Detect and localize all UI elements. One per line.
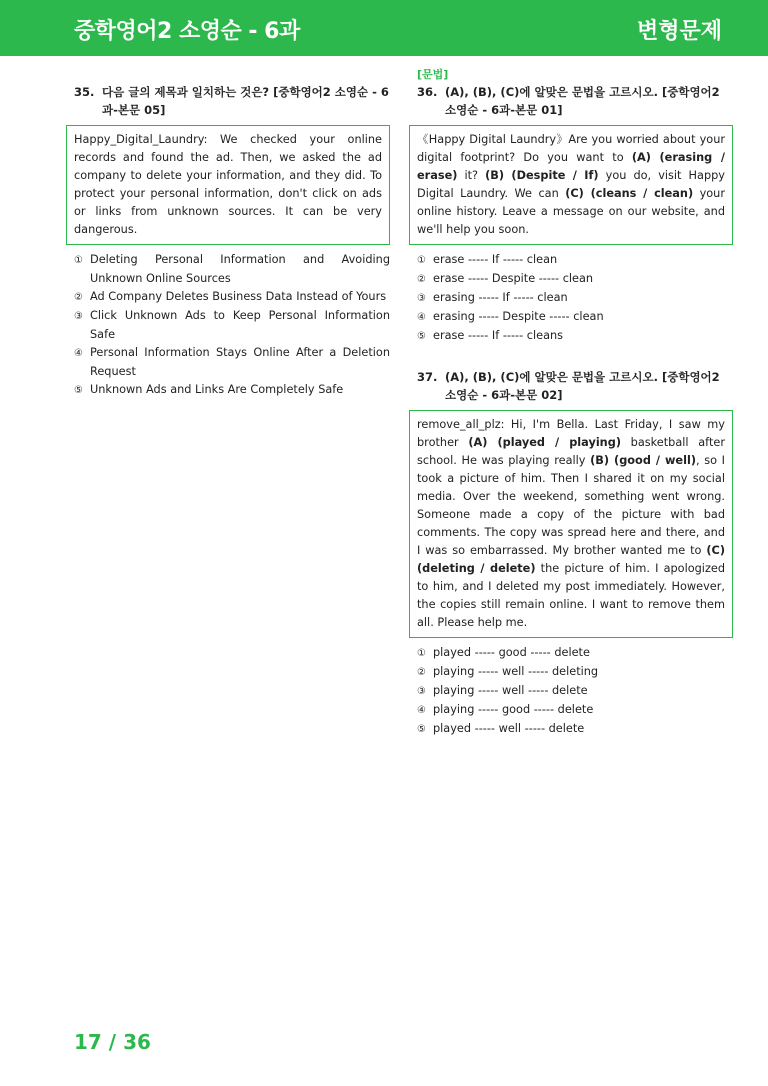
option[interactable]: ④ Personal Information Stays Online After a Deletion Request xyxy=(74,346,390,378)
option[interactable]: ② erase ----- Despite ----- clean xyxy=(417,272,594,285)
passage-35: Happy_Digital_Laundry: We checked your online records and found the ad. Then, we asked the ad company to delete your information, and they did. To protect your personal information, don't click on ads or links from unknown sources. It can be very dangerous. xyxy=(66,125,390,245)
option[interactable]: ④ playing ----- good ----- delete xyxy=(417,703,594,716)
option[interactable]: ② playing ----- well ----- deleting xyxy=(417,665,599,678)
option[interactable]: ⑤ erase ----- If ----- cleans xyxy=(417,329,564,342)
question-35 xyxy=(66,83,390,119)
blank-a: (A) (erasing / erase) xyxy=(417,151,725,182)
option[interactable]: ① erase ----- If ----- clean xyxy=(417,253,558,266)
options-37 xyxy=(409,644,733,739)
passage-36: 《Happy Digital Laundry》Are you worried about your digital footprint? Do you want to (A) (erasing / erase) it? (B) (Despite / If) you do, visit Happy Digital Laundry. We can (C) (cleans / clean) your online history. Leave a message on our website, and we'll help you soon. xyxy=(409,125,733,245)
options-36 xyxy=(409,251,733,346)
option[interactable]: ② Ad Company Deletes Business Data Instead of Yours xyxy=(74,290,387,303)
question-number: 36. xyxy=(417,85,438,99)
passage-37: remove_all_plz: Hi, I'm Bella. Last Friday, I saw my brother (A) (played / playing) basketball after school. He was playing really (B) (good / well), so I took a picture of him. Then I shared it on my social media. Over the weekend, something went wrong. Someone made a copy of the picture with bad comments. The copy was spread here and there, and I was so embarrassed. My brother wanted me to (C) (deleting / delete) the picture of him. I apologized to him, and I deleted my post immediately. However, the copies still remain online. I want to remove them all. Please help me. xyxy=(409,410,733,638)
question-37 xyxy=(409,368,733,404)
header-title: 중학영어2 소영순 - 6과 xyxy=(74,19,300,44)
blank-a: (A) (played / playing) xyxy=(468,436,621,449)
options-35 xyxy=(66,251,390,400)
question-text: (A), (B), (C)에 알맞은 문법을 고르시오. [중학영어2 소영순 - 6과-본문 02] xyxy=(445,370,720,402)
question-text: 다음 글의 제목과 일치하는 것은? [중학영어2 소영순 - 6과-본문 05] xyxy=(102,85,389,117)
option[interactable]: ⑤ Unknown Ads and Links Are Completely Safe xyxy=(74,383,344,396)
page-number: 17 / 36 xyxy=(74,1030,151,1054)
right-column xyxy=(409,66,733,739)
blank-c: (C) (deleting / delete) xyxy=(417,544,725,575)
header-category: 변형문제 xyxy=(636,19,722,44)
blank-b: (B) (good / well) xyxy=(590,454,696,467)
question-number: 35. xyxy=(74,85,95,99)
option[interactable]: ① played ----- good ----- delete xyxy=(417,646,590,659)
option[interactable]: ③ Click Unknown Ads to Keep Personal Information Safe xyxy=(74,309,390,341)
left-column xyxy=(66,66,390,400)
question-text: (A), (B), (C)에 알맞은 문법을 고르시오. [중학영어2 소영순 - 6과-본문 01] xyxy=(445,85,720,117)
option[interactable]: ③ playing ----- well ----- delete xyxy=(417,684,588,697)
option[interactable]: ③ erasing ----- If ----- clean xyxy=(417,291,568,304)
grammar-tag: [문법] xyxy=(417,68,449,81)
question-36 xyxy=(409,83,733,119)
option[interactable]: ⑤ played ----- well ----- delete xyxy=(417,722,585,735)
question-number: 37. xyxy=(417,370,438,384)
page-header xyxy=(0,0,768,56)
blank-c: (C) (cleans / clean) xyxy=(565,187,694,200)
option[interactable]: ① Deleting Personal Information and Avoiding Unknown Online Sources xyxy=(74,253,390,285)
blank-b: (B) (Despite / If) xyxy=(485,169,599,182)
option[interactable]: ④ erasing ----- Despite ----- clean xyxy=(417,310,604,323)
